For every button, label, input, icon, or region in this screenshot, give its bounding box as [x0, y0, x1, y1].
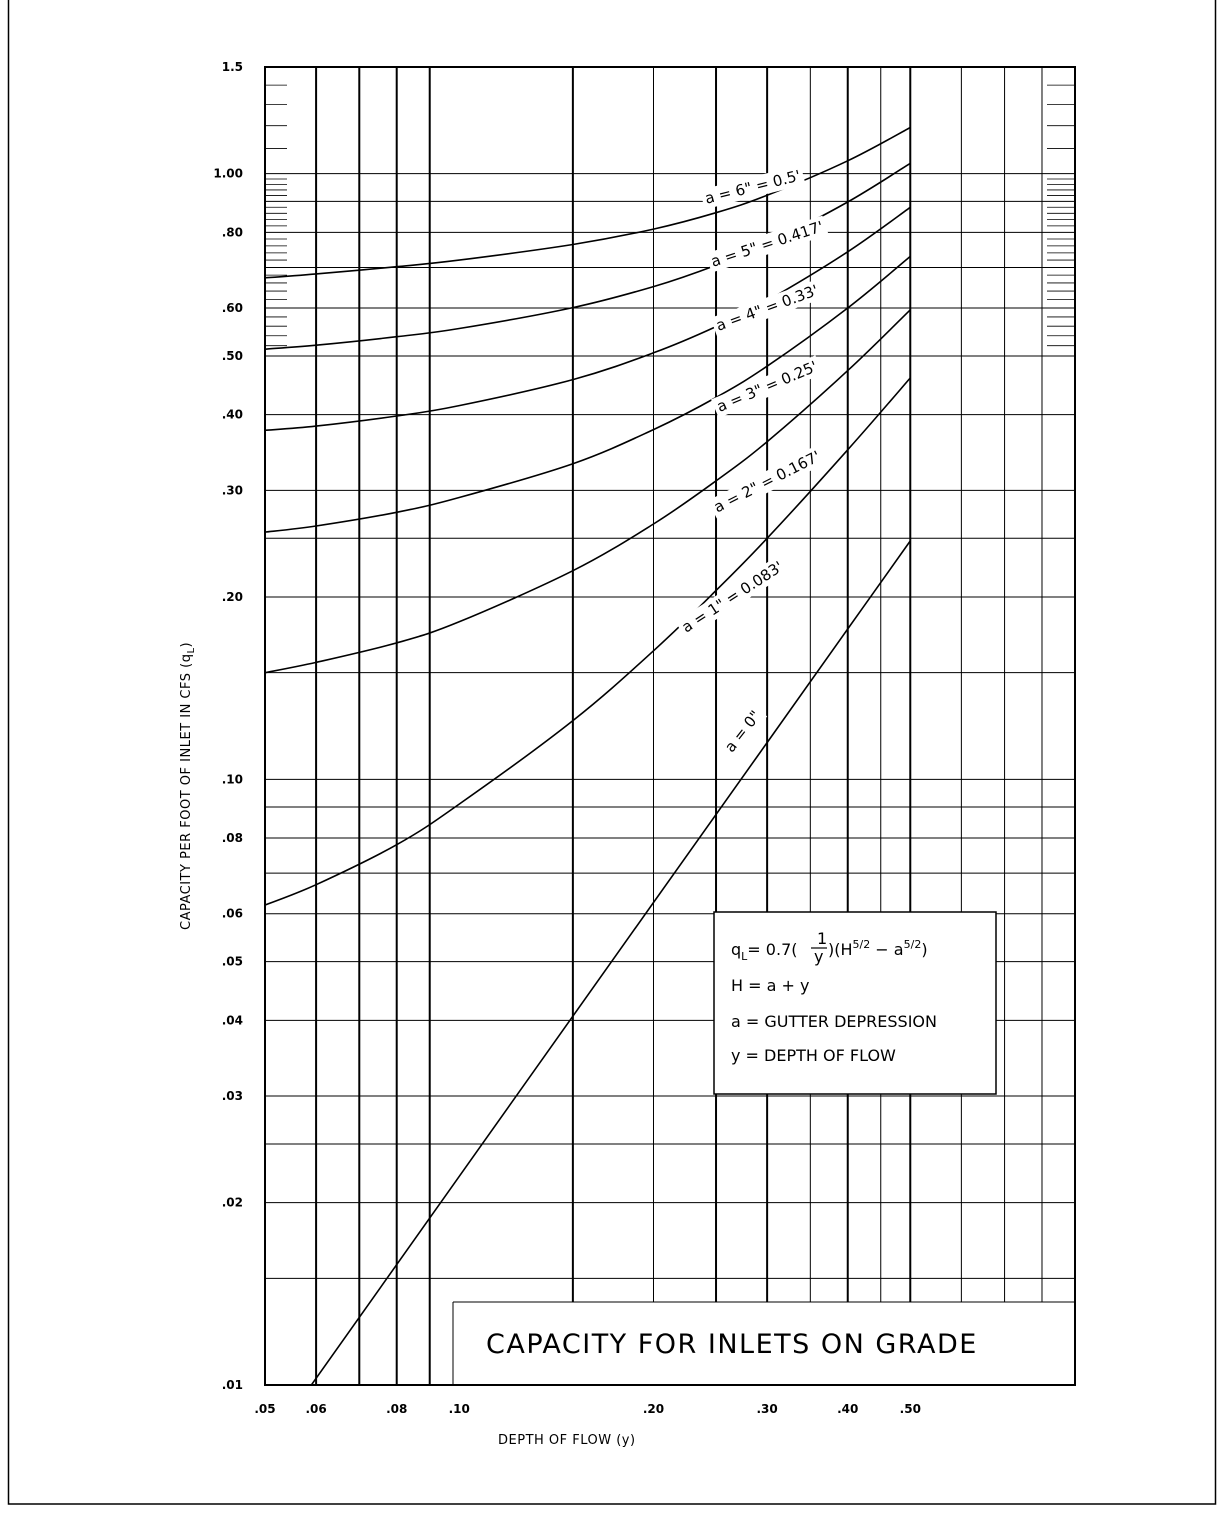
y-tick-label: .40 [221, 407, 243, 422]
y-axis-title-close: ) [179, 641, 194, 648]
x-tick-labels [254, 1402, 921, 1416]
y-tick-label: 1.00 [213, 166, 243, 181]
series-line-0 [265, 128, 910, 278]
formula-exp-1: 5/2 [852, 938, 871, 951]
y-tick-labels [213, 60, 243, 1392]
formula-exp-2: 5/2 [903, 938, 922, 951]
curve-label-2: a = 4" = 0.33' [713, 281, 821, 335]
x-tick-label: .40 [837, 1402, 859, 1416]
plot-border [265, 67, 1075, 1385]
series-line-1 [265, 163, 910, 349]
curve-label-5: a = 1" = 0.083' [678, 557, 787, 637]
curve-labels [675, 165, 828, 759]
y-tick-label: .30 [221, 483, 243, 498]
title-box [453, 1302, 1075, 1385]
legend-line-1: H = a + y [731, 976, 810, 995]
curve-label-1: a = 5" = 0.417' [708, 217, 826, 271]
y-tick-label: .04 [221, 1013, 243, 1028]
y-tick-label: .06 [221, 906, 243, 921]
formula-open: ( [791, 940, 798, 959]
x-tick-label: .50 [899, 1402, 921, 1416]
formula-close: ) [921, 940, 928, 959]
formula-const: 0.7 [765, 940, 792, 959]
x-tick-label: .10 [448, 1402, 470, 1416]
major-grid [316, 67, 910, 1385]
y-tick-label: .50 [221, 349, 243, 363]
formula-q-sub: L [741, 950, 748, 963]
minor-grid [265, 67, 1075, 1385]
formula-paren: )(H [828, 940, 853, 959]
series-line-2 [265, 207, 910, 430]
formula-fraction-den: y [814, 947, 824, 966]
curve-label-0: a = 6" = 0.5' [703, 166, 803, 208]
x-tick-label: .05 [254, 1402, 276, 1416]
curve-label-4: a = 2" = 0.167' [710, 447, 824, 517]
formula-equals: = [747, 940, 766, 959]
formula-box [714, 912, 996, 1094]
chart-title: CAPACITY FOR INLETS ON GRADE [486, 1329, 978, 1360]
y-tick-label: .20 [221, 590, 243, 604]
x-axis-title: DEPTH OF FLOW (y) [498, 1433, 636, 1448]
y-tick-label: .05 [221, 954, 243, 969]
y-tick-label: .01 [221, 1378, 243, 1392]
curve-label-6: a = 0" [720, 707, 765, 756]
y-tick-label: .03 [221, 1089, 243, 1103]
series-layer [265, 128, 910, 1451]
curve-label-group-6 [718, 704, 767, 759]
y-axis-title-main: CAPACITY PER FOOT OF INLET IN CFS (q [179, 653, 194, 930]
y-tick-label: .02 [221, 1195, 243, 1210]
formula-q: q [731, 940, 742, 959]
x-tick-label: .30 [756, 1402, 778, 1416]
x-tick-label: .08 [386, 1402, 408, 1416]
formula-minus: − a [870, 940, 904, 959]
y-tick-label: 1.5 [221, 60, 243, 74]
x-tick-label: .20 [642, 1402, 665, 1416]
y-axis-title-sub: L [186, 647, 197, 654]
formula-fraction-num: 1 [817, 929, 828, 948]
curve-label-3: a = 3" = 0.25' [714, 357, 821, 416]
y-tick-label: .80 [221, 225, 243, 240]
x-tick-label: .06 [305, 1402, 327, 1416]
y-axis-title [179, 642, 197, 930]
y-tick-label: .60 [221, 301, 243, 315]
y-tick-label: .10 [221, 772, 243, 787]
legend-line-2: a = GUTTER DEPRESSION [731, 1012, 937, 1031]
y-tick-label: .08 [221, 831, 243, 845]
legend-line-3: y = DEPTH OF FLOW [731, 1046, 896, 1065]
